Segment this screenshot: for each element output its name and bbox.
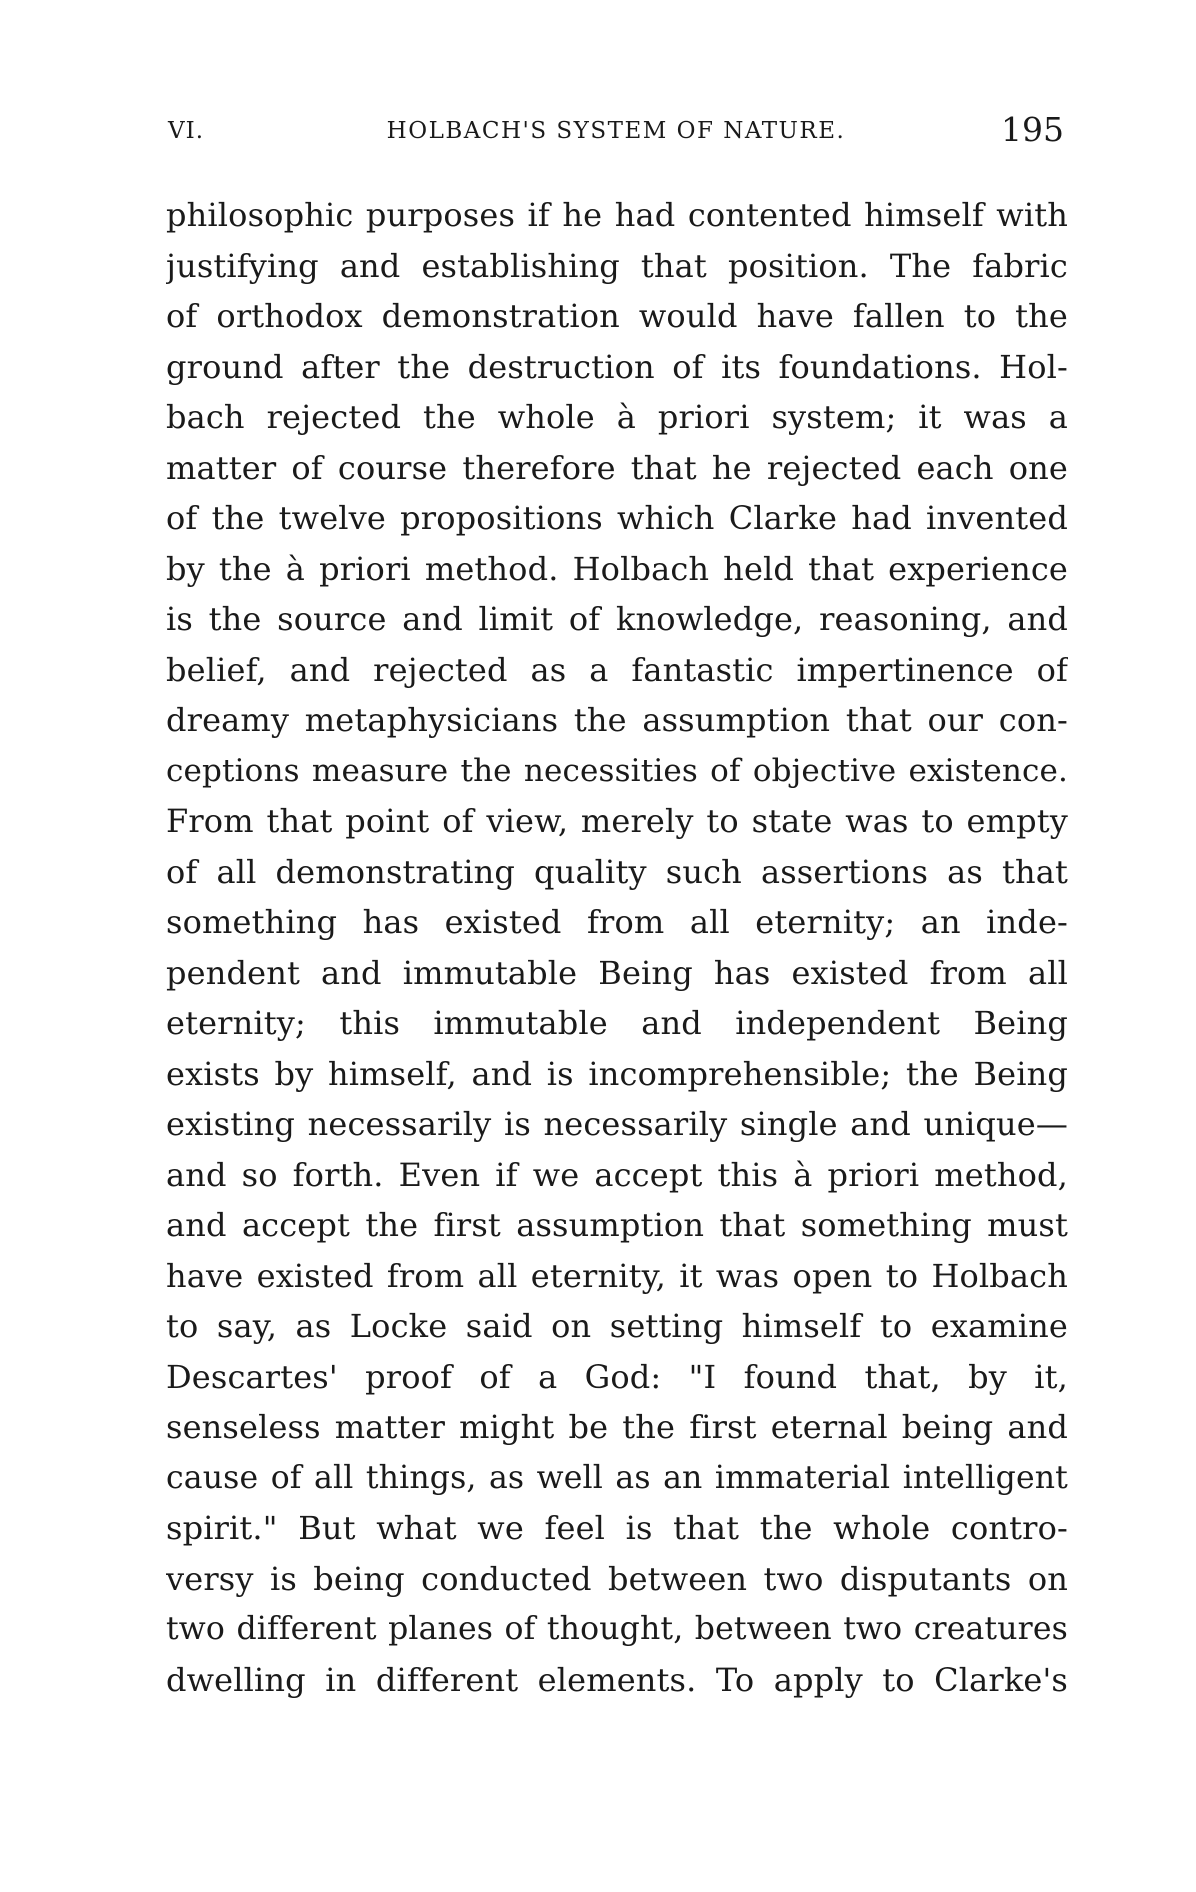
page-number: 195 <box>1001 110 1064 149</box>
text-line: something has existed from all eternity; an inde- <box>166 903 1068 941</box>
text-line: versy is being conducted between two disputants on <box>166 1559 1068 1598</box>
text-line: existing necessarily is necessarily single and unique— <box>166 1105 1068 1143</box>
text-line: of the twelve propositions which Clarke had invented <box>166 499 1068 537</box>
text-line: have existed from all eternity, it was open to Holbach <box>166 1256 1068 1295</box>
text-line: is the source and limit of knowledge, reasoning, and <box>166 600 1068 638</box>
text-line: pendent and immutable Being has existed from all <box>166 953 1068 992</box>
text-line: spirit." But what we feel is that the whole contro- <box>166 1509 1068 1547</box>
text-line: and so forth. Even if we accept this à priori method, <box>166 1155 1068 1194</box>
text-line: and accept the first assumption that something must <box>166 1206 1068 1244</box>
body-text <box>166 190 1068 1705</box>
running-head <box>168 110 1064 150</box>
text-line: senseless matter might be the first eternal being and <box>166 1408 1068 1446</box>
text-line: justifying and establishing that position. The fabric <box>166 246 1068 285</box>
text-line: by the à priori method. Holbach held that experience <box>166 549 1068 588</box>
text-line: of all demonstrating quality such assertions as that <box>166 852 1068 891</box>
chapter-number: VI. <box>168 118 205 144</box>
text-line: belief, and rejected as a fantastic impertinence of <box>166 650 1068 689</box>
running-title: HOLBACH'S SYSTEM OF NATURE. <box>386 118 846 144</box>
text-line: cause of all things, as well as an immaterial intelligent <box>166 1459 1068 1496</box>
text-line: to say, as Locke said on setting himself to examine <box>166 1307 1068 1345</box>
text-line: eternity; this immutable and independent Being <box>166 1004 1068 1042</box>
text-line: dwelling in different elements. To apply to Clarke's <box>166 1660 1068 1699</box>
text-line: Descartes' proof of a God: "I found that, by it, <box>166 1357 1068 1396</box>
text-line: From that point of view, merely to state was to empty <box>166 802 1068 840</box>
text-line: philosophic purposes if he had contented himself with <box>166 196 1068 234</box>
text-line: exists by himself, and is incomprehensible; the Being <box>166 1054 1068 1093</box>
text-line: ground after the destruction of its foundations. Hol- <box>166 347 1068 386</box>
text-line: bach rejected the whole à priori system; it was a <box>166 398 1068 436</box>
text-line: two different planes of thought, between two creatures <box>166 1611 1068 1647</box>
text-line: ceptions measure the necessities of objective existence. <box>166 752 1068 789</box>
text-line: dreamy metaphysicians the assumption that our con- <box>166 701 1068 739</box>
text-line: of orthodox demonstration would have fallen to the <box>166 297 1068 335</box>
text-line: matter of course therefore that he rejected each one <box>166 448 1068 487</box>
